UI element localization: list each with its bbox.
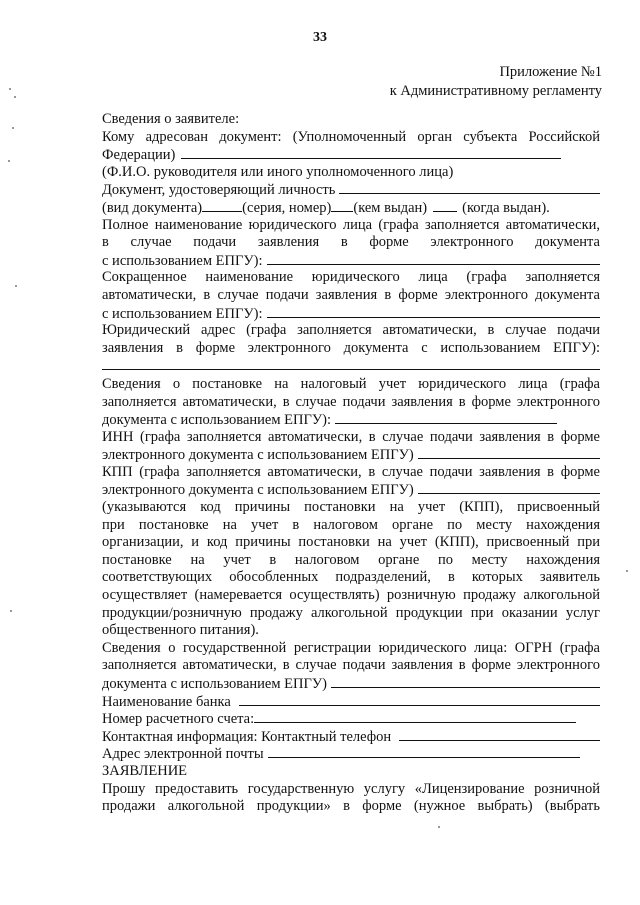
doc-date-label: (когда выдан). (462, 199, 550, 216)
statement-line-2: продажи алкогольной продукции» в форме (нужное выбрать) (выбрать (102, 798, 600, 815)
scan-speck (10, 610, 12, 612)
full-name-line-1: Полное наименование юридического лица (графа заполняется автоматически, (102, 216, 600, 233)
tax-registration-line-1: Сведения о постановке на налоговый учет юридического лица (графа (102, 375, 600, 392)
doc-series-label: (серия, номер) (242, 199, 332, 216)
statement-heading: ЗАЯВЛЕНИЕ (102, 762, 188, 779)
addressee-blank[interactable] (181, 146, 561, 159)
ogrn-blank[interactable] (331, 675, 600, 688)
inn-line-1: ИНН (графа заполняется автоматически, в случае подачи заявления в форме (102, 428, 600, 445)
email-label: Адрес электронной почты (102, 746, 264, 763)
kpp-line-1: КПП (графа заполняется автоматически, в случае подачи заявления в форме (102, 463, 600, 480)
account-number-field (102, 710, 600, 728)
scan-speck (14, 96, 16, 98)
addressee-label: Федерации) (102, 147, 176, 164)
ogrn-line-2: заполняется автоматически, в случае подачи заявления в форме электронного (102, 657, 600, 674)
ogrn-label: документа с использованием ЕПГУ) (102, 676, 327, 692)
scan-speck (9, 88, 11, 90)
bank-name-label: Наименование банка (102, 693, 231, 710)
head-name-line: (Ф.И.О. руководителя или иного уполномоченного лица) (102, 163, 454, 180)
full-name-field (102, 252, 600, 270)
contact-phone-blank[interactable] (399, 728, 600, 741)
kpp-note-line-1: (указываются код причины постановки на учет (КПП), присвоенный (102, 499, 600, 516)
email-blank[interactable] (268, 745, 580, 758)
legal-address-line-1: Юридический адрес (графа заполняется автоматически, в случае подачи (102, 322, 600, 339)
contact-phone-field (102, 728, 600, 746)
full-name-line-2: в случае подачи заявления в форме электронного документа (102, 234, 600, 251)
scan-speck (438, 826, 440, 828)
short-name-line-2: автоматически, в случае подачи заявления в форме электронного документа (102, 286, 600, 303)
kpp-note-line-6: осуществляет (намеревается осуществлять) розничную продажу алкогольной (102, 587, 600, 604)
short-name-line-1: Сокращенное наименование юридического лица (графа заполняется (102, 269, 600, 286)
addressee-field (102, 146, 600, 164)
contact-phone-label: Контактная информация: Контактный телефон (102, 728, 392, 745)
document-details-row (102, 199, 600, 217)
statement-line-1: Прошу предоставить государственную услугу «Лицензирование розничной (102, 780, 600, 797)
inn-blank[interactable] (418, 446, 600, 459)
scan-speck (8, 160, 10, 162)
full-name-label: с использованием ЕПГУ): (102, 252, 263, 269)
inn-field (102, 446, 600, 464)
doc-issuer-label: (кем выдан) (353, 199, 428, 216)
kpp-note-line-8: общественного питания). (102, 622, 259, 639)
account-number-label: Номер расчетного счета: (102, 711, 255, 728)
ogrn-field (102, 675, 600, 693)
doc-series-blank[interactable] (331, 199, 353, 212)
tax-registration-field (102, 411, 600, 429)
appendix-header (390, 63, 602, 101)
bank-name-blank[interactable] (239, 693, 600, 706)
kpp-note-line-4: постановке на учет в налоговом органе по месту нахождения (102, 551, 600, 568)
full-name-blank[interactable] (267, 252, 601, 265)
ogrn-line-1: Сведения о государственной регистрации юридического лица: ОГРН (графа (102, 639, 600, 656)
tax-registration-label: документа с использованием ЕПГУ): (102, 412, 331, 429)
scan-speck (15, 285, 17, 287)
account-number-blank[interactable] (254, 710, 576, 723)
short-name-label: с использованием ЕПГУ): (102, 305, 263, 322)
inn-label: электронного документа с использованием ЕПГУ) (102, 447, 414, 464)
short-name-field (102, 305, 600, 323)
doc-type-label: (вид документа) (102, 199, 203, 216)
identity-document-field (102, 181, 600, 199)
scan-speck (12, 127, 14, 129)
kpp-blank[interactable] (418, 481, 600, 494)
doc-issuer-blank[interactable] (433, 199, 457, 212)
addressee-line: Кому адресован документ: (Уполномоченный орган субъекта Российской (102, 128, 600, 145)
appendix-subtitle: к Административному регламенту (389, 83, 602, 99)
bank-name-field (102, 693, 600, 711)
identity-document-blank[interactable] (339, 181, 600, 194)
kpp-note-line-2: при постановке на учет в налоговом органе по месту нахождения (102, 516, 600, 533)
legal-address-blank[interactable] (102, 357, 600, 370)
appendix-title: Приложение №1 (499, 64, 602, 80)
kpp-note-line-5: соответствующих обособленных подразделений, в которых заявитель (102, 569, 600, 586)
kpp-note-line-3: организации, и код причины постановки на учет (КПП), присвоенный при (102, 534, 600, 551)
short-name-blank[interactable] (267, 305, 601, 318)
section-heading-applicant: Сведения о заявителе: (102, 111, 240, 127)
legal-address-line-2: заявления в форме электронного документа с использованием ЕПГУ): (102, 339, 600, 356)
identity-document-label: Документ, удостоверяющий личность (102, 182, 336, 199)
email-field (102, 745, 600, 763)
kpp-note-line-7: продукции/розничную продажу алкогольной продукции при оказании услуг (102, 604, 600, 621)
scan-speck (626, 570, 628, 572)
page-number: 33 (313, 30, 327, 45)
tax-registration-line-2: заполняется автоматически, в случае подачи заявления в форме электронного (102, 393, 600, 410)
applicant-form (102, 111, 600, 816)
kpp-field (102, 481, 600, 499)
tax-registration-blank[interactable] (335, 411, 557, 424)
doc-type-blank[interactable] (202, 199, 242, 212)
kpp-label: электронного документа с использованием ЕПГУ) (102, 482, 414, 499)
